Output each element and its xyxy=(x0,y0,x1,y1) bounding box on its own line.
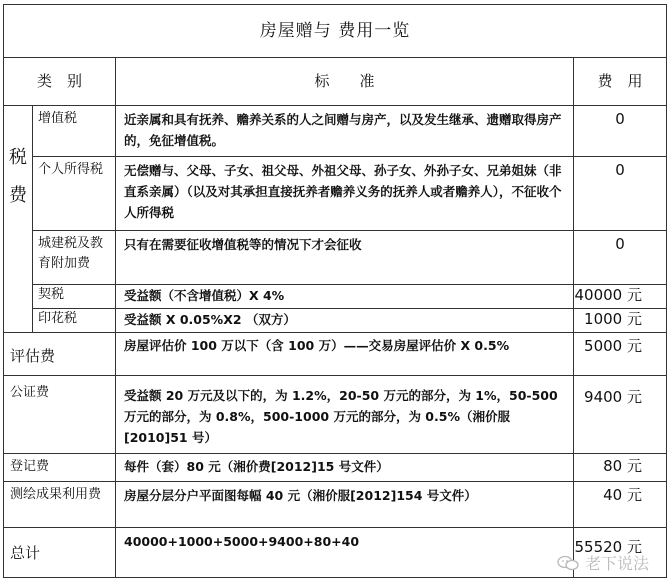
row-standard: 受益额 X 0.05%X2 （双方） xyxy=(124,312,296,327)
row-category: 印花税 xyxy=(38,311,78,326)
row-category: 个人所得税 xyxy=(38,162,104,177)
row-standard: 40000+1000+5000+9400+80+40 xyxy=(124,534,360,549)
header-category: 类 别 xyxy=(36,71,82,90)
row-fee: 0 xyxy=(615,235,625,253)
row-fee: 80 元 xyxy=(603,457,642,475)
table-title: 房屋赠与 费用一览 xyxy=(259,20,411,41)
row-divider xyxy=(32,230,666,231)
watermark xyxy=(557,551,649,574)
row-category: 公证费 xyxy=(10,385,50,400)
row-fee: 0 xyxy=(615,110,625,128)
tax-group-label-1: 税 xyxy=(9,147,27,168)
row-fee: 40000 元 xyxy=(574,286,642,304)
row-category: 契税 xyxy=(38,287,65,302)
row-fee: 0 xyxy=(615,161,625,179)
fee-table xyxy=(3,4,667,578)
row-category: 总计 xyxy=(10,544,41,562)
row-divider xyxy=(32,156,666,157)
row-category: 城建税及教育附加费 xyxy=(38,236,104,271)
row-standard: 受益额 20 万元及以下的，为 1.2%，20-50 万元的部分，为 1%，50-500 万元的部分，为 0.8%，500-1000 万元的部分，为 0.5%（湘价服[2010]51 号） xyxy=(124,388,558,445)
row-category: 评估费 xyxy=(10,347,56,365)
row-fee: 40 元 xyxy=(603,486,642,504)
header-standard: 标 准 xyxy=(314,71,375,90)
row-category: 登记费 xyxy=(10,459,50,474)
watermark-text: 老下说法 xyxy=(584,554,649,573)
row-standard: 房屋评估价 100 万以下（含 100 万）——交易房屋评估价 X 0.5% xyxy=(124,338,510,353)
header-fee: 费 用 xyxy=(597,71,643,90)
tax-group-label-2: 费 xyxy=(9,185,27,206)
row-standard: 房屋分层分户平面图每幅 40 元（湘价服[2012]154 号文件） xyxy=(124,488,477,503)
row-standard: 每件（套）80 元（湘价费[2012]15 号文件） xyxy=(124,459,389,474)
row-category: 测绘成果利用费 xyxy=(10,487,102,502)
row-fee: 1000 元 xyxy=(584,310,642,328)
row-fee: 9400 元 xyxy=(584,388,642,406)
row-fee: 55520 元 xyxy=(574,538,642,556)
row-standard: 无偿赠与、父母、子女、祖父母、外祖父母、孙子女、外孙子女、兄弟姐妹（非直系亲属）（以及对其承担直接抚养者赡养义务的抚养人或者赡养人），不征收个人所得税 xyxy=(124,163,562,220)
row-fee: 5000 元 xyxy=(584,337,642,355)
row-standard: 只有在需要征收增值税等的情况下才会征收 xyxy=(124,237,362,252)
wechat-icon xyxy=(557,555,579,571)
row-standard: 近亲属和具有抚养、赡养关系的人之间赠与房产，以及发生继承、遗赠取得房产的，免征增值税。 xyxy=(124,112,562,148)
row-category: 增值税 xyxy=(38,111,78,126)
row-standard: 受益额（不含增值税）X 4% xyxy=(124,288,285,303)
